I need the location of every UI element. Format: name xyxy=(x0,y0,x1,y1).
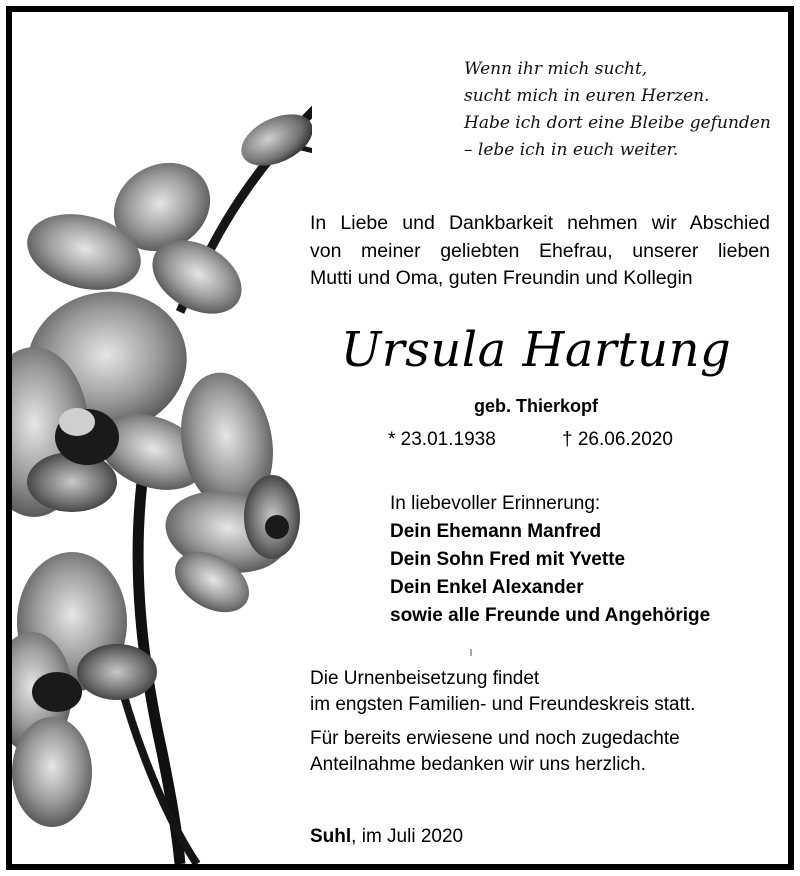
mourner: Dein Ehemann Manfred xyxy=(390,521,602,542)
deceased-name: Ursula Hartung xyxy=(340,322,732,378)
thanks-note xyxy=(310,726,680,778)
urn-note-line: Die Urnenbeisetzung findet xyxy=(310,668,540,689)
farewell-line: Mutti und Oma, guten Freundin und Kollegin xyxy=(310,267,693,289)
mourner: Dein Sohn Fred mit Yvette xyxy=(390,549,626,570)
poem-line: – lebe ich in euch weiter. xyxy=(464,140,679,160)
mourners-heading: In liebevoller Erinnerung: xyxy=(390,493,601,514)
place: Suhl xyxy=(310,826,352,847)
farewell-line: von meiner geliebten Ehefrau, unserer lieben xyxy=(310,239,770,262)
place-date xyxy=(310,824,463,850)
urn-burial-note xyxy=(310,666,695,718)
obituary-notice xyxy=(6,6,794,870)
urn-note-line: im engsten Familien- und Freundeskreis statt. xyxy=(310,694,696,715)
print-speck xyxy=(470,649,472,656)
birth-date: * 23.01.1938 xyxy=(388,429,496,450)
farewell-line: In Liebe und Dankbarkeit nehmen wir Abschied xyxy=(310,212,770,234)
date: , im Juli 2020 xyxy=(351,826,464,847)
birth-name: geb. Thierkopf xyxy=(473,396,598,416)
mourner: sowie alle Freunde und Angehörige xyxy=(390,605,711,626)
orchid-illustration xyxy=(12,12,312,864)
poem-line: Wenn ihr mich sucht, xyxy=(464,59,648,79)
thanks-line: Für bereits erwiesene und noch zugedachte xyxy=(310,728,680,749)
poem-line: sucht mich in euren Herzen. xyxy=(464,86,710,106)
poem-line: Habe ich dort eine Bleibe gefunden xyxy=(464,113,771,133)
death-date: † 26.06.2020 xyxy=(562,429,673,450)
mourners-block xyxy=(390,490,710,630)
thanks-line: Anteilnahme bedanken wir uns herzlich. xyxy=(310,754,646,775)
mourner: Dein Enkel Alexander xyxy=(390,577,584,598)
poem xyxy=(464,56,771,164)
farewell-text xyxy=(310,210,770,293)
